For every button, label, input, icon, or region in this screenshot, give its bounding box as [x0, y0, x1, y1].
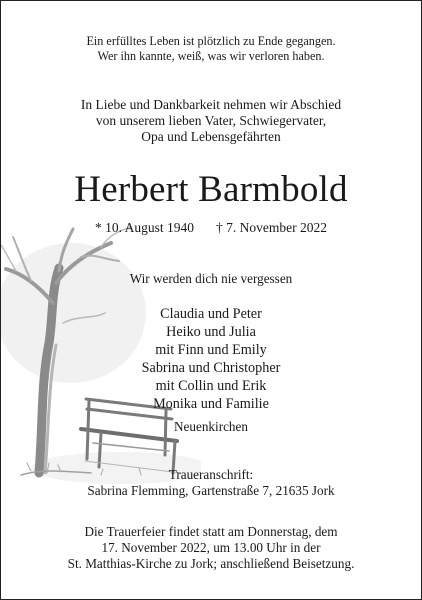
intro-line: Opa und Lebensgefährten — [141, 129, 281, 144]
family-member: Heiko und Julia — [166, 324, 256, 340]
address-label: Traueranschrift: — [168, 467, 254, 482]
death-date: † 7. November 2022 — [216, 220, 327, 235]
intro-line: von unserem lieben Vater, Schwiegervater, — [95, 113, 327, 128]
service-line: St. Matthias-Kirche zu Jork; anschließend Beisetzung. — [67, 556, 355, 571]
farewell-line: Wir werden dich nie vergessen — [129, 271, 293, 286]
family-member: Sabrina und Christopher — [141, 360, 281, 376]
place: Neuenkirchen — [174, 419, 248, 434]
intro-line: In Liebe und Dankbarkeit nehmen wir Abschied — [80, 97, 342, 112]
address: Sabrina Flemming, Gartenstraße 7, 21635 Jork — [87, 483, 335, 498]
family-list — [1, 305, 421, 413]
intro-text — [1, 97, 421, 145]
life-dates — [1, 220, 421, 236]
family-member: Monika und Familie — [153, 396, 269, 412]
service-line: Die Trauerfeier findet statt am Donnerstag, dem — [84, 524, 338, 539]
service-info — [1, 524, 421, 572]
epigraph-line: Ein erfülltes Leben ist plötzlich zu Ende gegangen. — [86, 34, 336, 48]
address-block — [1, 467, 421, 499]
family-member: mit Collin und Erik — [155, 378, 267, 394]
epigraph-line: Wer ihn kannte, weiß, was wir verloren haben. — [97, 49, 325, 63]
birth-date: * 10. August 1940 — [95, 220, 195, 235]
family-member: Claudia und Peter — [160, 306, 262, 322]
family-member: mit Finn und Emily — [155, 342, 267, 358]
service-line: 17. November 2022, um 13.00 Uhr in der — [101, 540, 321, 555]
epigraph — [1, 34, 421, 64]
deceased-name: Herbert Barmbold — [74, 169, 348, 210]
